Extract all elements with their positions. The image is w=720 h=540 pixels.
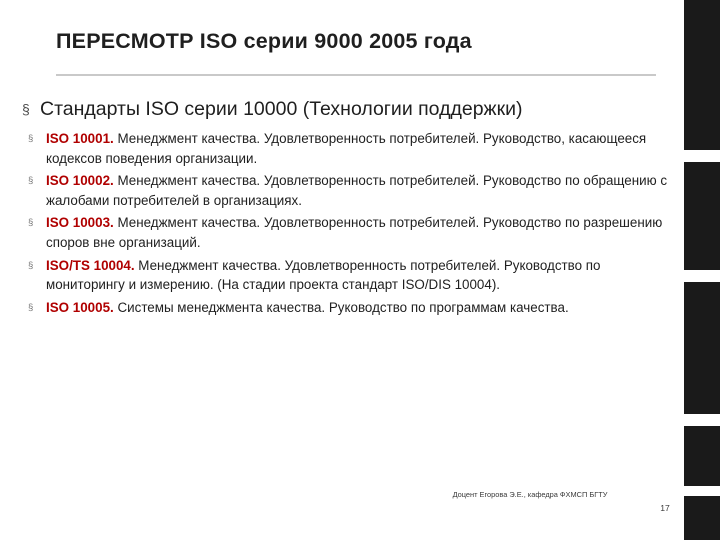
bullet-marker-icon: § <box>28 133 34 144</box>
slide-body <box>18 96 678 320</box>
standard-code: ISO/TS 10004. <box>46 257 135 273</box>
rail-gap <box>684 486 720 496</box>
page-number: 17 <box>660 503 670 513</box>
bullet-marker-icon: § <box>28 301 34 313</box>
bullet-marker-icon: § <box>22 101 30 117</box>
rail-gap <box>684 270 720 282</box>
standard-text: Менеджмент качества. Удовлетворенность потребителей. Руководство по обращению с жалобами потребителей в организациях. <box>46 173 668 208</box>
list-item <box>18 129 678 168</box>
rail-segment <box>684 496 720 540</box>
standard-code: ISO 10005. <box>46 299 114 315</box>
list-item <box>18 256 678 295</box>
rail-gap <box>684 150 720 162</box>
list-item <box>18 171 678 210</box>
lead-text: Стандарты ISO серии 10000 (Технологии поддержки) <box>40 98 523 120</box>
standard-code: ISO 10001. <box>46 131 114 146</box>
footer-credit: Доцент Егорова Э.Е., кафедра ФХМСП БГТУ <box>452 490 608 499</box>
list-item <box>18 96 678 123</box>
standard-code: ISO 10002. <box>46 173 114 189</box>
rail-gap <box>684 414 720 426</box>
page-title-text: ПЕРЕСМОТР ISO серии 9000 2005 года <box>56 29 472 53</box>
bullet-marker-icon: § <box>28 259 34 271</box>
standard-text: Менеджмент качества. Удовлетворенность потребителей. Руководство по разрешению споров вне организаций. <box>46 215 663 250</box>
rail-segment <box>684 426 720 486</box>
rail-segment <box>684 0 720 150</box>
standard-text: Системы менеджмента качества. Руководство по программам качества. <box>113 299 569 315</box>
standard-text: Менеджмент качества. Удовлетворенность потребителей. Руководство по мониторингу и измерению. (На стадии проекта стандарт ISO/DIS 10004). <box>46 257 601 293</box>
bullet-marker-icon: § <box>28 175 34 187</box>
page-title <box>56 28 656 54</box>
title-divider <box>56 74 656 76</box>
rail-segment <box>684 162 720 270</box>
list-item <box>18 298 678 318</box>
decorative-right-rail <box>684 0 720 540</box>
list-item <box>18 213 678 252</box>
standard-text: Менеджмент качества. Удовлетворенность потребителей. Руководство, касающееся кодексов поведения организации. <box>46 131 647 166</box>
rail-segment <box>684 282 720 414</box>
bullet-marker-icon: § <box>28 217 34 229</box>
standard-code: ISO 10003. <box>46 215 114 231</box>
